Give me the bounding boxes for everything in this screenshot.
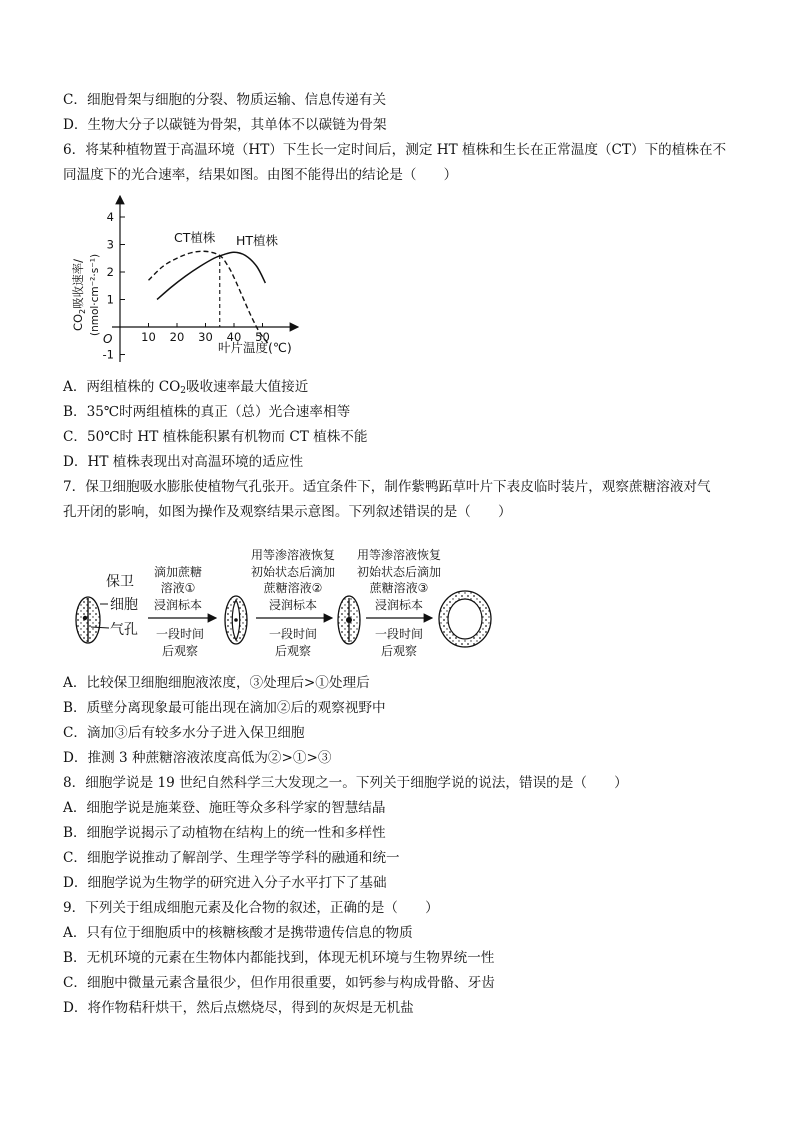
q5-option-d: D．生物大分子以碳链为骨架，其单体不以碳链为骨架 [63, 117, 387, 133]
step2-top-1: 用等渗溶液恢复 [250, 548, 336, 562]
ct-series-label: CT植株 [174, 230, 216, 245]
q9-option-d: D．将作物秸秆烘干，然后点燃烧尽，得到的灰烬是无机盐 [63, 1000, 414, 1016]
q5-option-c: C．细胞骨架与细胞的分裂、物质运输、信息传递有关 [63, 92, 387, 108]
step2-bottom-2: 后观察 [274, 644, 312, 658]
chart-x-tick-label: 40 [226, 330, 242, 344]
q7-option-a: A．比较保卫细胞细胞液浓度，③处理后>①处理后 [63, 675, 370, 691]
q7-option-d: D．推测 3 种蔗糖溶液浓度高低为②>①>③ [63, 750, 332, 766]
q7-stem-line2: 孔开闭的影响，如图为操作及观察结果示意图。下列叙述错误的是（ ） [63, 504, 512, 520]
step2-top-3: 蔗糖溶液② [263, 581, 323, 595]
step3-top-1: 用等渗溶液恢复 [356, 548, 442, 562]
step3-top-4: 浸润标本 [374, 598, 424, 612]
q9-stem: 9．下列关于组成细胞元素及化合物的叙述，正确的是（ ） [63, 900, 439, 916]
step2-top-2: 初始状态后滴加 [250, 565, 336, 579]
q7-stomata-diagram [70, 540, 500, 670]
q7-option-b: B．质壁分离现象最可能出现在滴加②后的观察视野中 [63, 700, 386, 716]
chart-x-tick-label: 30 [198, 330, 213, 344]
q8-option-b: B．细胞学说揭示了动植物在结构上的统一性和多样性 [63, 825, 386, 841]
chart-y-tick-label: 2 [106, 265, 114, 279]
q6-photosynthesis-chart [68, 190, 328, 365]
stoma-after-solution-1-icon [225, 596, 247, 644]
step1-bottom-1: 一段时间 [155, 627, 205, 641]
q8-option-c: C．细胞学说推动了解剖学、生理学等学科的融通和统一 [63, 850, 400, 866]
step3-top-3: 蔗糖溶液③ [369, 581, 429, 595]
chart-x-tick-label: 10 [141, 330, 156, 344]
chart-xlabel: 叶片温度(℃) [218, 340, 292, 355]
chart-ylabel-line2: (nmol·cm⁻²·s⁻¹) [89, 253, 101, 337]
stoma-after-solution-3-icon [439, 591, 491, 647]
stoma-after-solution-2-icon [338, 596, 360, 644]
chart-x-tick-label: 50 [255, 330, 270, 344]
step1-top-2: 溶液① [160, 581, 196, 595]
step1-top-1: 滴加蔗糖 [153, 565, 203, 579]
chart-y-tick-label: 4 [106, 210, 114, 224]
q7-stem-line1: 7．保卫细胞吸水膨胀使植物气孔张开。适宜条件下，制作紫鸭跖草叶片下表皮临时装片，观察蔗糖溶液对气 [63, 479, 711, 495]
label-guard-cell-1: 保卫 [106, 574, 134, 590]
q9-option-a: A．只有位于细胞质中的核糖核酸才是携带遗传信息的物质 [63, 925, 413, 941]
label-stoma: 气孔 [110, 622, 138, 638]
q9-option-c: C．细胞中微量元素含量很少，但作用很重要，如钙参与构成骨骼、牙齿 [63, 975, 495, 991]
chart-y-tick-label: 1 [106, 292, 114, 307]
step2-bottom-1: 一段时间 [268, 627, 318, 641]
q7-option-c: C．滴加③后有较多水分子进入保卫细胞 [63, 725, 305, 741]
q8-option-d: D．细胞学说为生物学的研究进入分子水平打下了基础 [63, 875, 387, 891]
q6-option-a: A．两组植株的 $CO_2$吸收速率最大值接近 [63, 379, 309, 396]
step1-top-3: 浸润标本 [153, 598, 203, 612]
label-guard-cell-2: 细胞 [110, 597, 138, 613]
q8-stem: 8．细胞学说是 19 世纪自然科学三大发现之一。下列关于细胞学说的说法，错误的是（ ） [63, 775, 628, 791]
chart-y-tick-label: 3 [106, 237, 114, 252]
chart-origin-label: O [103, 332, 113, 346]
chart-x-tick-label: 20 [169, 330, 185, 344]
step1-bottom-2: 后观察 [161, 644, 199, 658]
initial-stoma-icon [76, 597, 100, 643]
q6-option-c: C．50℃时 HT 植株能积累有机物而 CT 植株不能 [63, 429, 368, 445]
chart-y-tick-label: -1 [102, 347, 114, 362]
step3-bottom-2: 后观察 [380, 644, 418, 658]
step2-top-4: 浸润标本 [268, 598, 318, 612]
step3-top-2: 初始状态后滴加 [356, 565, 442, 579]
chart-ylabel-line1: $CO_2$吸收速率/ [71, 258, 87, 332]
q6-option-d: D．HT 植株表现出对高温环境的适应性 [63, 454, 304, 470]
q6-option-b: B．35℃时两组植株的真正（总）光合速率相等 [63, 404, 351, 420]
q6-stem-line1: 6．将某种植物置于高温环境（HT）下生长一定时间后，测定 HT 植株和生长在正常温度（CT）下的植株在不 [63, 142, 727, 158]
q9-option-b: B．无机环境的元素在生物体内都能找到，体现无机环境与生物界统一性 [63, 950, 495, 966]
ht-series-label: HT植株 [236, 233, 279, 248]
q8-option-a: A．细胞学说是施莱登、施旺等众多科学家的智慧结晶 [63, 800, 386, 816]
step3-bottom-1: 一段时间 [374, 627, 424, 641]
q6-stem-line2: 同温度下的光合速率，结果如图。由图不能得出的结论是（ ） [63, 167, 458, 183]
